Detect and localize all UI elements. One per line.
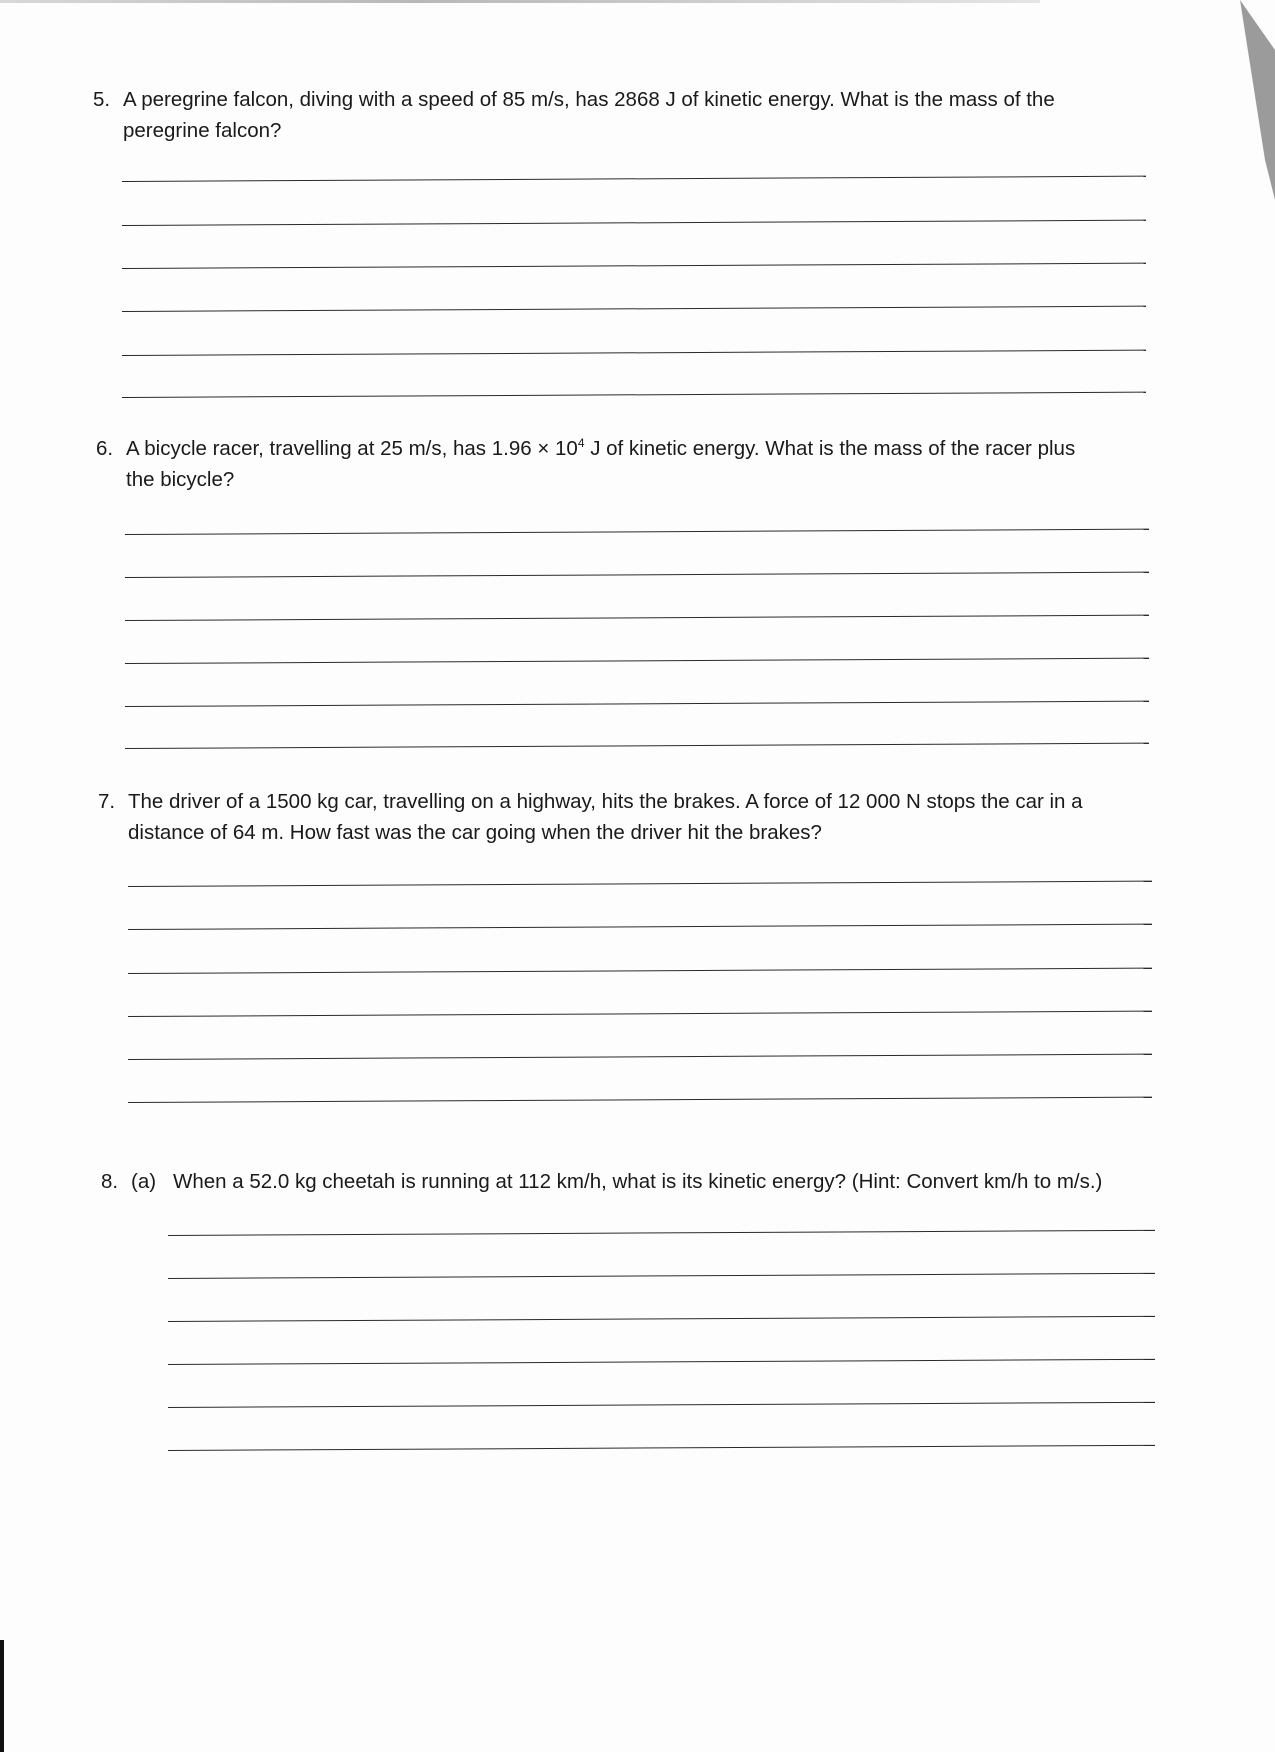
answer-line[interactable] (122, 306, 1146, 312)
exponent: 4 (577, 436, 585, 451)
question-7 (98, 786, 1083, 848)
question-text-after-exponent: J of kinetic energy. What is the mass of the racer plus (584, 437, 1076, 460)
question-text: A peregrine falcon, diving with a speed of 85 m/s, has 2868 J of kinetic energy. What is the mass of the (123, 88, 1055, 111)
answer-line[interactable] (168, 1316, 1155, 1322)
scan-top-edge (0, 0, 1040, 3)
question-text-continued: distance of 64 m. How fast was the car going when the driver hit the brakes? (128, 821, 822, 844)
question-number: 6. (96, 437, 114, 460)
question-number: 7. (98, 790, 116, 813)
question-sub-label: (a) (131, 1170, 157, 1193)
answer-line[interactable] (125, 701, 1149, 707)
question-text: When a 52.0 kg cheetah is running at 112 km/h, what is its kinetic energy? (Hint: Convert km/h to m/s.) (173, 1170, 1103, 1193)
question-text: The driver of a 1500 kg car, travelling on a highway, hits the brakes. A force of 12 000 N stops the car in a (128, 790, 1083, 813)
answer-line[interactable] (122, 176, 1146, 182)
answer-line[interactable] (168, 1402, 1155, 1408)
answer-line[interactable] (128, 924, 1152, 930)
answer-line[interactable] (122, 350, 1146, 356)
answer-line[interactable] (168, 1273, 1155, 1279)
question-number: 8. (101, 1170, 119, 1193)
answer-line[interactable] (122, 392, 1146, 398)
answer-line[interactable] (122, 263, 1146, 269)
question-5 (93, 84, 1055, 146)
answer-line[interactable] (168, 1445, 1155, 1451)
question-6 (96, 433, 1075, 495)
answer-line[interactable] (125, 572, 1149, 578)
answer-line[interactable] (128, 1097, 1152, 1103)
answer-line[interactable] (128, 1011, 1152, 1017)
question-text: A bicycle racer, travelling at 25 m/s, has 1.96 × 10 (126, 437, 578, 460)
answer-line[interactable] (125, 529, 1149, 535)
question-text-continued: peregrine falcon? (123, 119, 282, 142)
answer-line[interactable] (168, 1230, 1155, 1236)
answer-line[interactable] (125, 743, 1149, 749)
question-text-continued: the bicycle? (126, 468, 235, 491)
scan-left-edge-mark (0, 1640, 4, 1752)
question-number: 5. (93, 88, 111, 111)
answer-line[interactable] (128, 881, 1152, 887)
answer-line[interactable] (168, 1359, 1155, 1365)
answer-line[interactable] (128, 968, 1152, 974)
answer-line[interactable] (122, 220, 1146, 226)
scan-page-corner-shadow (1135, 0, 1275, 230)
answer-line[interactable] (125, 615, 1149, 621)
question-8 (101, 1166, 1102, 1197)
answer-line[interactable] (128, 1054, 1152, 1060)
answer-line[interactable] (125, 658, 1149, 664)
